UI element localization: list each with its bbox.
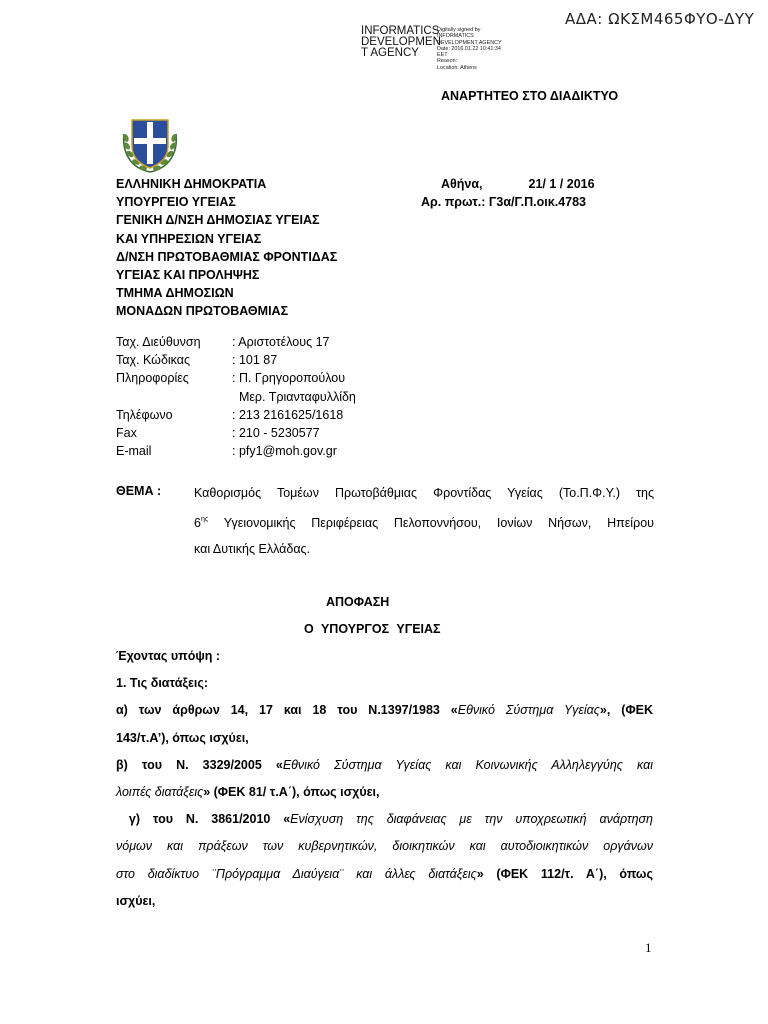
contact-details — [116, 333, 356, 460]
clause-c-cont: νόμων και πράξεων των κυβερνητικών, διοικητικών και αυτοδιοικητικών οργάνων — [116, 839, 653, 854]
digital-signature: Digitally signed by INFORMATICS DEVELOPMENT AGENCY Date: 2016.01.22 10:41:34 EET Reason: Location: Athens — [437, 27, 502, 71]
document-body — [116, 643, 653, 915]
subject-label: ΘΕΜΑ : — [116, 484, 162, 498]
contact-row: Μερ. Τριανταφυλλίδη — [232, 389, 356, 404]
having-line: Έχοντας υπόψη : — [116, 649, 221, 663]
clause-c-cont: στο διαδίκτυο ¨Πρόγραμμα Διαύγεια¨ και άλλες διατάξεις» (ΦΕΚ 112/τ. Α΄), όπως — [116, 866, 653, 881]
clause-a-cont: 143/τ.Α’), όπως ισχύει, — [116, 730, 249, 745]
city: Αθήνα, — [441, 177, 483, 191]
contact-row: E-mail : pfy1@moh.gov.gr — [116, 444, 337, 459]
posting-notice: ΑΝΑΡΤΗΤΕΟ ΣΤΟ ΔΙΑΔΙΚΤΥΟ — [441, 89, 619, 103]
contact-row: Τηλέφωνο : 213 2161625/1618 — [116, 407, 344, 422]
contact-row: Fax : 210 - 5230577 — [116, 426, 320, 441]
date-protocol-block — [421, 175, 595, 211]
item-1: 1. Τις διατάξεις: — [116, 676, 209, 691]
contact-row: Ταχ. Διεύθυνση : Αριστοτέλους 17 — [116, 335, 330, 349]
date: 21/ 1 / 2016 — [528, 177, 595, 191]
ada-code: ΑΔΑ: ΩΚΣΜ465ΦΥΟ-ΔΥΥ — [565, 10, 755, 28]
clause-b: β) του Ν. 3329/2005 «Εθνικό Σύστημα Υγείας και Κοινωνικής Αλληλεγγύης και — [116, 757, 653, 772]
issuer-block: ΕΛΛΗΝΙΚΗ ΔΗΜΟΚΡΑΤΙΑ ΥΠΟΥΡΓΕΙΟ ΥΓΕΙΑΣ ΓΕΝΙΚΗ Δ/ΝΣΗ ΔΗΜΟΣΙΑΣ ΥΓΕΙΑΣ ΚΑΙ ΥΠΗΡΕΣΙΩΝ ΥΓΕΙΑΣ Δ/ΝΣΗ ΠΡΩΤΟΒΑΘΜΙΑΣ ΦΡΟΝΤΙΔΑΣ ΥΓΕΙΑΣ ΚΑΙ ΠΡΟΛΗΨΗΣ ΤΜΗΜΑ ΔΗΜΟΣΙΩΝ ΜΟΝΑΔΩΝ ΠΡΩΤΟΒΑΘΜΙΑΣ — [116, 177, 338, 319]
clause-c: γ) του Ν. 3861/2010 «Ενίσχυση της διαφάνειας με την υποχρεωτική ανάρτηση — [116, 812, 653, 827]
contact-row: Πληροφορίες : Π. Γρηγοροπούλου — [116, 371, 346, 386]
protocol-number: Αρ. πρωτ.: Γ3α/Γ.Π.οικ.4783 — [421, 195, 587, 210]
contact-row: Ταχ. Κώδικας : 101 87 — [116, 353, 278, 368]
page-number: 1 — [645, 940, 652, 955]
greek-coat-of-arms-icon — [118, 112, 182, 176]
clause-b-cont: λοιπές διατάξεις» (ΦΕΚ 81/ τ.Α΄), όπως ισχύει, — [116, 785, 380, 800]
minister-heading: Ο ΥΠΟΥΡΓΟΣ ΥΓΕΙΑΣ — [304, 622, 441, 636]
agency-name: INFORMATICS DEVELOPMEN T AGENCY — [361, 25, 441, 59]
clause-a: α) των άρθρων 14, 17 και 18 του Ν.1397/1983 «Εθνικό Σύστημα Υγείας», (ΦΕΚ — [116, 703, 653, 718]
subject-text: Καθορισμός Τομέων Πρωτοβάθμιας Φροντίδας Υγείας (Το.Π.Φ.Υ.) της $6^{\eta\varsigma}$ Υγειονομικής Περιφέρειας Πελοποννήσου, Ιονίων Νήσων, Ηπείρου και Δυτικής Ελλάδας. — [194, 486, 654, 556]
decision-heading: ΑΠΟΦΑΣΗ — [326, 595, 390, 609]
clause-c-end: ισχύει, — [116, 893, 156, 908]
